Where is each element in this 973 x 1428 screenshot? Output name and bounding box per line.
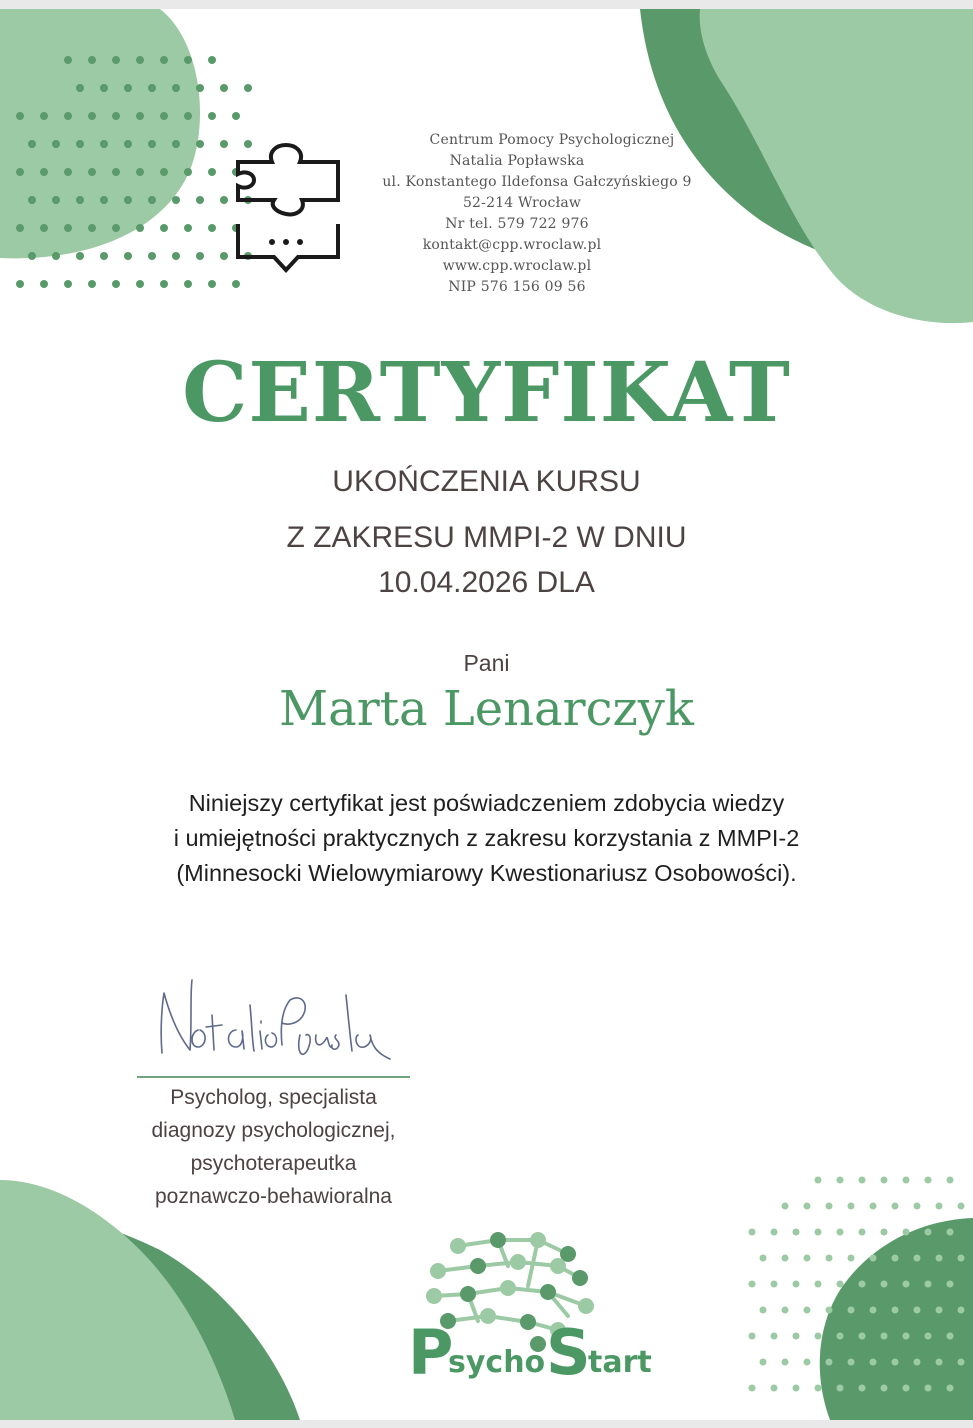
decor-dot [914, 1255, 921, 1262]
company-stamp [352, 130, 712, 298]
decor-dot [172, 140, 180, 148]
decor-dot [892, 1203, 899, 1210]
decor-dot [958, 1203, 965, 1210]
decor-dot [958, 1255, 965, 1262]
decor-dot [925, 1281, 932, 1288]
decor-dot [112, 224, 120, 232]
body-line-3: (Minnesocki Wielowymiarowy Kwestionariusz Osobowości). [176, 860, 797, 886]
decor-dot [826, 1255, 833, 1262]
certificate-body [0, 786, 973, 891]
decor-dot [88, 112, 96, 120]
decor-dot [124, 196, 132, 204]
decor-dot [196, 140, 204, 148]
decor-dot [859, 1281, 866, 1288]
decor-dot [124, 140, 132, 148]
decor-dot [793, 1385, 800, 1392]
decor-dot [903, 1177, 910, 1184]
handwritten-signature [150, 975, 400, 1070]
decor-dot [837, 1229, 844, 1236]
decor-dot [136, 168, 144, 176]
decor-dot [958, 1307, 965, 1314]
decor-dot [64, 280, 72, 288]
decor-dot [914, 1203, 921, 1210]
logo-word-tart: tart [588, 1345, 652, 1380]
decor-dot [196, 252, 204, 260]
decor-dot [148, 84, 156, 92]
decor-dot [40, 280, 48, 288]
decor-dot [958, 1359, 965, 1366]
decor-dot [64, 168, 72, 176]
decor-dot [184, 168, 192, 176]
decor-dot [771, 1229, 778, 1236]
decor-dot [859, 1385, 866, 1392]
decor-dot [826, 1359, 833, 1366]
decor-dot [848, 1359, 855, 1366]
decor-dot [148, 252, 156, 260]
decor-dot [881, 1333, 888, 1340]
decor-dot [859, 1177, 866, 1184]
decor-dot [947, 1177, 954, 1184]
decor-dot [881, 1229, 888, 1236]
decor-dot [892, 1255, 899, 1262]
recipient-name: Marta Lenarczyk [278, 681, 694, 737]
decor-dot [848, 1203, 855, 1210]
decor-dot [220, 140, 228, 148]
decor-dot [88, 168, 96, 176]
decor-dot [208, 168, 216, 176]
decor-dot [184, 112, 192, 120]
decor-dot [837, 1177, 844, 1184]
decor-dot [208, 280, 216, 288]
stamp-line-street: ul. Konstantego Ildefonsa Gałczyńskiego 9 [382, 174, 692, 190]
decor-dot [220, 84, 228, 92]
decor-dot [804, 1203, 811, 1210]
decor-dot [947, 1385, 954, 1392]
decor-dot [76, 140, 84, 148]
decor-dot [782, 1203, 789, 1210]
decor-dot [881, 1385, 888, 1392]
decor-dot [160, 112, 168, 120]
decor-dot [100, 252, 108, 260]
decor-dot [925, 1385, 932, 1392]
decor-dot [848, 1255, 855, 1262]
decor-dot [76, 84, 84, 92]
decor-dot [936, 1255, 943, 1262]
decor-dot [136, 56, 144, 64]
decor-dot [936, 1203, 943, 1210]
decor-dot [903, 1385, 910, 1392]
decor-dot [40, 112, 48, 120]
decor-dot [172, 84, 180, 92]
decor-dot [782, 1359, 789, 1366]
decor-dot [100, 196, 108, 204]
decor-dot [208, 112, 216, 120]
decor-dot [837, 1281, 844, 1288]
decor-dot [914, 1307, 921, 1314]
decor-dot [52, 140, 60, 148]
certificate-title: CERTYFIKAT [182, 345, 791, 441]
decor-dot [64, 224, 72, 232]
decor-dot [124, 252, 132, 260]
logo-word-sycho: sycho [448, 1345, 546, 1380]
decor-dot [208, 56, 216, 64]
decor-dot [220, 196, 228, 204]
stamp-line-phone: Nr tel. 579 722 976 [445, 216, 589, 232]
signature-line [137, 1076, 410, 1078]
decor-dot [136, 112, 144, 120]
decor-dot [870, 1359, 877, 1366]
decor-dot [232, 112, 240, 120]
stamp-line-owner: Natalia Popławska [449, 153, 585, 169]
role-line-4: poznawczo-behawioralna [155, 1185, 392, 1208]
decor-dot [793, 1333, 800, 1340]
decor-dot [771, 1333, 778, 1340]
decor-dot [40, 224, 48, 232]
decor-dot [815, 1385, 822, 1392]
decor-dot [749, 1281, 756, 1288]
decor-dot [220, 252, 228, 260]
decor-dot [112, 168, 120, 176]
stamp-line-nip: NIP 576 156 09 56 [448, 279, 586, 295]
decor-dot [837, 1333, 844, 1340]
decor-dot [903, 1333, 910, 1340]
decor-dot [208, 224, 216, 232]
decor-dot [793, 1281, 800, 1288]
decor-dot [848, 1307, 855, 1314]
decor-dot [112, 280, 120, 288]
decor-dot [160, 224, 168, 232]
decor-dot [804, 1359, 811, 1366]
decor-dot [196, 84, 204, 92]
decor-dot [16, 224, 24, 232]
decor-dot [16, 280, 24, 288]
decor-dot [826, 1203, 833, 1210]
salutation: Pani [463, 650, 510, 676]
decor-dot [136, 224, 144, 232]
decor-dot [232, 280, 240, 288]
decor-dot [760, 1255, 767, 1262]
decor-dot [124, 84, 132, 92]
decor-dot [892, 1307, 899, 1314]
decor-dot [760, 1359, 767, 1366]
decor-dot [184, 280, 192, 288]
decor-dot [160, 56, 168, 64]
decor-dot [100, 140, 108, 148]
decor-dot [88, 224, 96, 232]
decor-dot [172, 252, 180, 260]
decor-dot [76, 196, 84, 204]
subtitle-line-3: 10.04.2026 DLA [378, 566, 595, 599]
decor-dot [760, 1307, 767, 1314]
bottom-edge [0, 1420, 973, 1428]
decor-dot [88, 56, 96, 64]
decor-dot [782, 1307, 789, 1314]
decor-dot [112, 56, 120, 64]
decor-dot [160, 168, 168, 176]
decor-dot [859, 1229, 866, 1236]
decor-dot [892, 1359, 899, 1366]
decor-dot [136, 280, 144, 288]
stamp-line-company: Centrum Pomocy Psychologicznej [429, 132, 675, 148]
role-line-1: Psycholog, specjalista [170, 1086, 377, 1109]
decor-dot [16, 168, 24, 176]
signer-role [137, 1081, 410, 1213]
decor-dot [815, 1333, 822, 1340]
decor-dot [826, 1307, 833, 1314]
stamp-line-city: 52-214 Wrocław [462, 195, 582, 211]
decor-dot [914, 1359, 921, 1366]
decor-dot [28, 140, 36, 148]
decor-dot [16, 112, 24, 120]
decor-dot [936, 1307, 943, 1314]
decor-dot [881, 1281, 888, 1288]
decor-dot [184, 56, 192, 64]
decor-dot [947, 1229, 954, 1236]
decor-dot [771, 1385, 778, 1392]
decor-dot [52, 252, 60, 260]
decor-dot [870, 1255, 877, 1262]
decor-dot [947, 1333, 954, 1340]
logo-letter-s: S [546, 1316, 591, 1389]
subtitle-line-2: Z ZAKRESU MMPI-2 W DNIU [286, 521, 687, 554]
decor-dot [782, 1255, 789, 1262]
decor-dot [793, 1229, 800, 1236]
decor-dot [859, 1333, 866, 1340]
decor-dot [870, 1203, 877, 1210]
logo-letter-p: P [408, 1316, 454, 1389]
body-line-2: i umiejętności praktycznych z zakresu korzystania z MMPI-2 [173, 825, 800, 851]
decor-dot [76, 252, 84, 260]
body-line-1: Niniejszy certyfikat jest poświadczeniem zdobycia wiedzy [188, 790, 785, 816]
decor-dot [804, 1255, 811, 1262]
decor-dot [936, 1359, 943, 1366]
decor-dot [837, 1385, 844, 1392]
decor-dot [40, 168, 48, 176]
decor-dot [184, 224, 192, 232]
decor-dot [903, 1229, 910, 1236]
decor-dot [870, 1307, 877, 1314]
decor-dot [947, 1281, 954, 1288]
decor-dot [881, 1177, 888, 1184]
decor-dot [148, 140, 156, 148]
decor-dot [815, 1177, 822, 1184]
decor-dot [925, 1229, 932, 1236]
decor-dot [815, 1281, 822, 1288]
decor-dot [64, 56, 72, 64]
decor-dot [88, 280, 96, 288]
decor-dot [160, 280, 168, 288]
decor-dot [244, 84, 252, 92]
decor-dot [749, 1333, 756, 1340]
decor-dot [64, 112, 72, 120]
decor-dot [771, 1281, 778, 1288]
decor-dot [925, 1333, 932, 1340]
decor-dot [148, 196, 156, 204]
role-line-3: psychoterapeutka [190, 1152, 357, 1175]
subtitle-line-1: UKOŃCZENIA KURSU [332, 465, 641, 498]
decor-dot [112, 112, 120, 120]
decor-dot [815, 1229, 822, 1236]
decor-dot [804, 1307, 811, 1314]
decor-dot [903, 1281, 910, 1288]
psychostart-logo [408, 1226, 658, 1396]
stamp-line-website: www.cpp.wroclaw.pl [442, 258, 592, 274]
decor-dot [28, 252, 36, 260]
role-line-2: diagnozy psychologicznej, [151, 1119, 396, 1142]
decor-dot [925, 1177, 932, 1184]
decor-dot [28, 196, 36, 204]
decor-dot [100, 84, 108, 92]
decor-dot [52, 196, 60, 204]
stamp-line-email: kontakt@cpp.wroclaw.pl [422, 237, 602, 253]
decor-dot [172, 196, 180, 204]
decor-dot [196, 196, 204, 204]
top-left-blob [0, 9, 200, 258]
decor-dot [749, 1229, 756, 1236]
decor-dot [749, 1385, 756, 1392]
